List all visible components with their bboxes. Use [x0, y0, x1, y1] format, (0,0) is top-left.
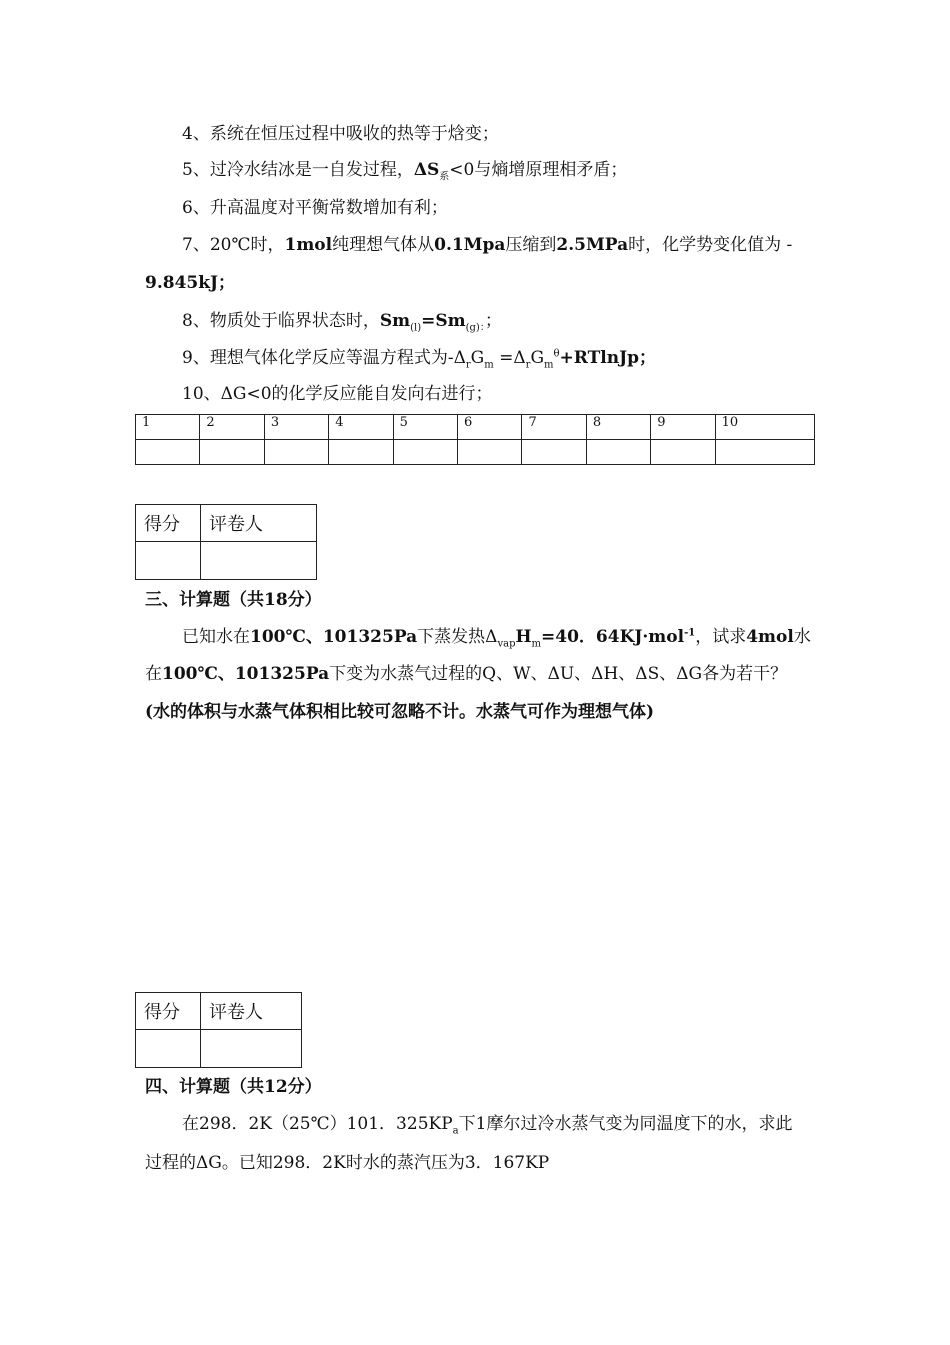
- answer-header-cell: 8: [586, 415, 650, 440]
- answer-cell[interactable]: [522, 440, 586, 465]
- answer-cell[interactable]: [586, 440, 650, 465]
- section3-paragraph-line2: 在100℃、101325Pa下变为水蒸气过程的Q、W、ΔU、ΔH、ΔS、ΔG各为若干？: [145, 664, 788, 684]
- answer-cell[interactable]: [329, 440, 393, 465]
- statement-7: 7、20℃时，1mol纯理想气体从0.1Mpa压缩到2.5MPa时，化学势变化值为 -: [182, 235, 793, 255]
- answer-header-cell: 5: [393, 415, 457, 440]
- answer-table: [135, 414, 815, 465]
- grader-label: 评卷人: [201, 993, 302, 1030]
- answer-header-cell: 6: [458, 415, 522, 440]
- statement-9: 9、理想气体化学反应等温方程式为$-\Delta_rG_m$ $=\Delta_rG_m^\theta+RTlnJp$；: [182, 348, 657, 371]
- section4-paragraph-line2: 过程的ΔG。已知298．2K时水的蒸汽压为3．167KP: [145, 1153, 550, 1173]
- statement-10: 10、ΔG<0的化学反应能自发向右进行；: [182, 384, 493, 404]
- score-label: 得分: [136, 993, 201, 1030]
- answer-cell[interactable]: [393, 440, 457, 465]
- answer-cell[interactable]: [264, 440, 328, 465]
- score-label: 得分: [136, 505, 201, 542]
- answer-cell[interactable]: [200, 440, 264, 465]
- grader-cell[interactable]: [201, 542, 317, 580]
- grader-label: 评卷人: [201, 505, 317, 542]
- answer-header-cell: 10: [715, 415, 814, 440]
- answer-cell[interactable]: [136, 440, 200, 465]
- score-box-section4: [135, 992, 302, 1068]
- answer-table-header-row: [136, 415, 815, 440]
- answer-cell[interactable]: [458, 440, 522, 465]
- score-cell[interactable]: [136, 1030, 201, 1068]
- answer-header-cell: 4: [329, 415, 393, 440]
- grader-cell[interactable]: [201, 1030, 302, 1068]
- answer-cell[interactable]: [715, 440, 814, 465]
- section3-title: 三、计算题（共18分）: [145, 590, 322, 610]
- section4-paragraph-line1: 在298．2K（25℃）101．$325KP_a$下1摩尔过冷水蒸气变为同温度下的水，求此: [182, 1114, 793, 1137]
- score-box-section3: [135, 504, 317, 580]
- answer-table-input-row: [136, 440, 815, 465]
- answer-header-cell: 3: [264, 415, 328, 440]
- section3-paragraph-line3: (水的体积与水蒸气体积相比较可忽略不计。水蒸气可作为理想气体): [145, 702, 655, 722]
- statement-5: 5、过冷水结冰是一自发过程，$\Delta S_系<0$与熵增原理相矛盾；: [182, 160, 628, 183]
- section3-paragraph-line1: 已知水在100℃、101325Pa下蒸发热$\Delta_{vap}H_m=40$．64KJ·mol$^{-1}$，试求4mol水: [182, 627, 811, 650]
- answer-header-cell: 9: [651, 415, 715, 440]
- statement-7-continued: 9.845kJ；: [145, 273, 236, 293]
- section4-title: 四、计算题（共12分）: [145, 1077, 322, 1097]
- statement-4: 4、系统在恒压过程中吸收的热等于焓变；: [182, 124, 499, 144]
- statement-6: 6、升高温度对平衡常数增加有利；: [182, 198, 448, 218]
- answer-header-cell: 2: [200, 415, 264, 440]
- answer-header-cell: 1: [136, 415, 200, 440]
- answer-cell[interactable]: [651, 440, 715, 465]
- answer-header-cell: 7: [522, 415, 586, 440]
- statement-8: 8、物质处于临界状态时，$Sm_{(l)}=Sm_{(g):}$；: [182, 311, 502, 334]
- score-cell[interactable]: [136, 542, 201, 580]
